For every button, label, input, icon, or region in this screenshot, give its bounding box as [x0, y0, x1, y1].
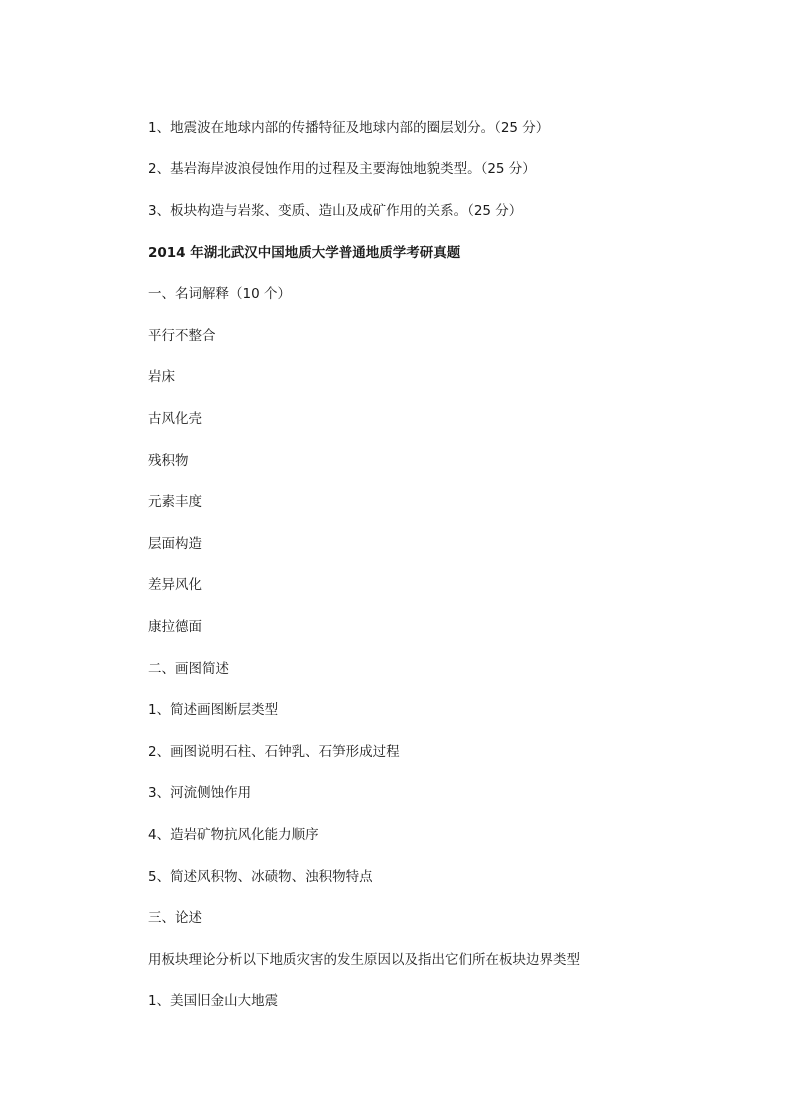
term-item: 平行不整合 [148, 328, 216, 344]
drawing-item: 5、简述风积物、冰碛物、浊积物特点 [148, 869, 373, 885]
drawing-item: 3、河流侧蚀作用 [148, 785, 252, 801]
term-item: 差异风化 [148, 577, 202, 593]
term-item: 康拉德面 [148, 619, 202, 635]
section3-heading: 三、论述 [148, 910, 202, 926]
term-item: 层面构造 [148, 536, 202, 552]
drawing-item: 1、简述画图断层类型 [148, 702, 279, 718]
term-item: 岩床 [148, 369, 175, 385]
term-item: 元素丰度 [148, 494, 202, 510]
term-item: 残积物 [148, 453, 189, 469]
intro-item-1: 1、地震波在地球内部的传播特征及地球内部的圈层划分。（25 分） [148, 120, 550, 136]
drawing-item: 4、造岩矿物抗风化能力顺序 [148, 827, 319, 843]
intro-item-2: 2、基岩海岸波浪侵蚀作用的过程及主要海蚀地貌类型。（25 分） [148, 161, 536, 177]
section2-heading: 二、画图简述 [148, 661, 229, 677]
exam-title: 2014 年湖北武汉中国地质大学普通地质学考研真题 [148, 245, 461, 261]
essay-item: 1、美国旧金山大地震 [148, 993, 279, 1009]
drawing-item: 2、画图说明石柱、石钟乳、石笋形成过程 [148, 744, 400, 760]
term-item: 古风化壳 [148, 411, 202, 427]
section1-heading: 一、名词解释（10 个） [148, 286, 291, 302]
section3-intro: 用板块理论分析以下地质灾害的发生原因以及指出它们所在板块边界类型 [148, 952, 580, 968]
intro-item-3: 3、板块构造与岩浆、变质、造山及成矿作用的关系。（25 分） [148, 203, 523, 219]
